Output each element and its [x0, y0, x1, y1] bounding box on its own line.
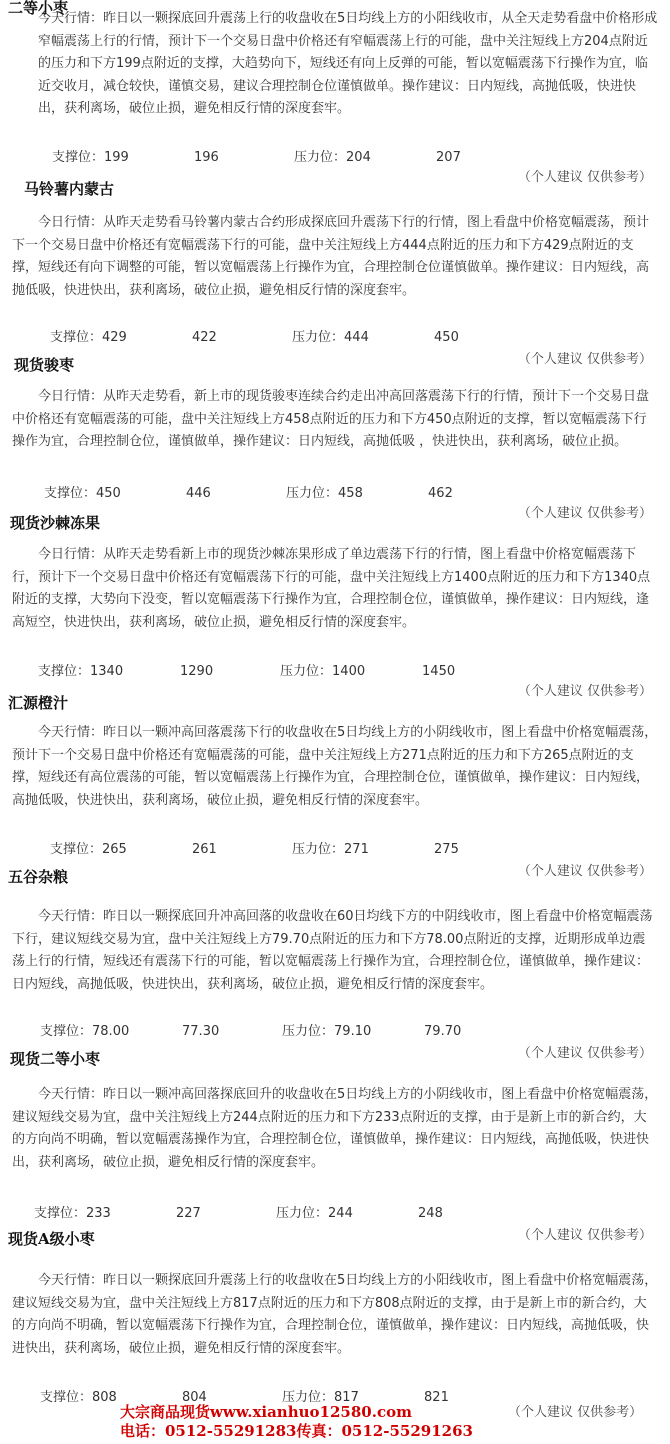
disclaimer-note: （个人建议 仅供参考）	[517, 1046, 652, 1061]
pressure-value-1: 1400	[332, 664, 366, 679]
footer-website: 大宗商品现货www.xianhuo12580.com	[120, 1403, 412, 1421]
price-levels	[44, 482, 453, 501]
price-levels	[38, 660, 455, 679]
support-label: 支撑位：	[44, 486, 97, 501]
support-value-1: 808	[92, 1390, 117, 1405]
market-commentary: 今日行情：从昨天走势看，新上市的现货骏枣连续合约走出冲高回落震荡下行的行情，预计下一个交易日盘中价格还有宽幅震荡的可能，盘中关注短线上方458点附近的压力和下方450点附近的支撑，暂以宽幅震荡下行操作为宜，合理控制仓位，谨慎做单，操作建议：日内短线，高抛低吸 ，快进快出，获利离场，破位止损。	[12, 389, 650, 449]
section-title: 五谷杂粮	[8, 868, 69, 886]
market-commentary: 今日行情：从昨天走势看新上市的现货沙棘冻果形成了单边震荡下行的行情，图上看盘中价格宽幅震荡下行，预计下一个交易日盘中价格还有宽幅震荡下行的可能，盘中关注短线上方1400点附近的压力和下方1340点附近的支撑，大势向下没变，暂以宽幅震荡下行操作为宜，合理控制仓位，谨慎做单，操作建议：日内短线，逢高短空，快进快出，获利离场，破位止损，避免相反行情的深度套牢。	[12, 547, 651, 630]
contact-footer	[120, 1403, 643, 1441]
support-label: 支撑位：	[50, 330, 103, 345]
support-value-1: 429	[102, 330, 127, 345]
disclaimer-note: （个人建议 仅供参考）	[517, 1228, 652, 1243]
pressure-value-2: 462	[428, 486, 453, 501]
section-title: 现货骏枣	[14, 356, 75, 374]
pressure-value-1: 817	[334, 1390, 359, 1405]
pressure-label: 压力位：	[292, 842, 345, 857]
support-value-1: 1340	[90, 664, 124, 679]
support-value-1: 233	[86, 1206, 111, 1221]
support-label: 支撑位：	[40, 1390, 93, 1405]
price-levels	[50, 326, 459, 345]
pressure-label: 压力位：	[292, 330, 345, 345]
support-label: 支撑位：	[50, 842, 103, 857]
market-commentary: 今天行情：昨日以一颗探底回升震荡上行的收盘收在5日均线上方的小阳线收市，从全天走势看盘中价格形成窄幅震荡上行的行情，预计下一个交易日盘中价格还有窄幅震荡上行的可能，盘中关注短线上方204点附近的压力和下方199点附近的支撑，大趋势向下，短线还有向上反弹的可能，暂以宽幅震荡下行操作为宜，临近交收月，减仓较快，谨慎交易，建议合理控制仓位谨慎做单。操作建议：日内短线，高抛低吸，快进快出，获利离场，破位止损，避免相反行情的深度套牢。	[38, 11, 658, 116]
support-value-2: 77.30	[182, 1024, 220, 1039]
pressure-value-1: 458	[338, 486, 363, 501]
price-levels	[34, 1202, 443, 1221]
disclaimer-note: （个人建议 仅供参考）	[517, 684, 652, 699]
support-value-1: 78.00	[92, 1024, 130, 1039]
price-levels	[50, 838, 459, 857]
pressure-value-2: 248	[418, 1206, 443, 1221]
support-label: 支撑位：	[40, 1024, 93, 1039]
support-value-2: 227	[176, 1206, 201, 1221]
support-label: 支撑位：	[52, 150, 105, 165]
footer-phone-fax: 电话：0512-55291283传真：0512-55291263	[120, 1422, 473, 1440]
pressure-value-1: 79.10	[334, 1024, 372, 1039]
support-value-1: 450	[96, 486, 121, 501]
disclaimer-note: （个人建议 仅供参考）	[517, 352, 652, 367]
pressure-value-1: 271	[344, 842, 369, 857]
section-title: 汇源橙汁	[8, 694, 69, 712]
pressure-value-2: 207	[436, 150, 461, 165]
pressure-value-1: 204	[346, 150, 371, 165]
support-value-1: 199	[104, 150, 129, 165]
disclaimer-note: （个人建议 仅供参考）	[517, 506, 652, 521]
section-title: 现货沙棘冻果	[10, 514, 101, 532]
pressure-value-1: 444	[344, 330, 369, 345]
price-levels	[40, 1020, 461, 1039]
pressure-value-1: 244	[328, 1206, 353, 1221]
support-value-2: 196	[194, 150, 219, 165]
pressure-value-2: 821	[424, 1390, 449, 1405]
pressure-label: 压力位：	[282, 1390, 335, 1405]
support-value-2: 1290	[180, 664, 214, 679]
section-title: 现货A级小枣	[8, 1230, 95, 1248]
disclaimer-note: （个人建议 仅供参考）	[508, 1405, 643, 1420]
section-title: 现货二等小枣	[10, 1050, 101, 1068]
pressure-value-2: 79.70	[424, 1024, 462, 1039]
pressure-value-2: 1450	[422, 664, 456, 679]
pressure-label: 压力位：	[280, 664, 333, 679]
section-title: 马铃薯内蒙古	[24, 180, 115, 198]
section-title: 二等小枣	[8, 0, 69, 17]
support-label: 支撑位：	[34, 1206, 87, 1221]
market-commentary: 今日行情：从昨天走势看马铃薯内蒙古合约形成探底回升震荡下行的行情，图上看盘中价格宽幅震荡，预计下一个交易日盘中价格还有宽幅震荡下行的可能，盘中关注短线上方444点附近的压力和下方429点附近的支撑，短线还有向下调整的可能，暂以宽幅震荡上行操作为宜，合理控制仓位谨慎做单。操作建议：日内短线，高抛低吸，快进快出，获利离场，破位止损，避免相反行情的深度套牢。	[12, 215, 650, 298]
support-value-1: 265	[102, 842, 127, 857]
price-levels	[52, 146, 461, 165]
market-commentary: 今天行情：昨日以一颗探底回升冲高回落的收盘收在60日均线下方的中阴线收市，图上看盘中价格宽幅震荡下行，建议短线交易为宜，盘中关注短线上方79.70点附近的压力和下方78.00点附近的支撑，近期形成单边震荡上行的行情，短线还有震荡下行的可能，暂以宽幅震荡上行操作为宜，合理控制仓位，谨慎做单，操作建议：日内短线，高抛低吸，快进快出，获利离场，破位止损，避免相反行情的深度套牢。	[12, 909, 653, 992]
support-value-2: 261	[192, 842, 217, 857]
support-label: 支撑位：	[38, 664, 91, 679]
pressure-label: 压力位：	[286, 486, 339, 501]
pressure-label: 压力位：	[294, 150, 347, 165]
market-commentary: 今天行情：昨日以一颗冲高回落震荡下行的收盘收在5日均线上方的小阴线收市，图上看盘中价格宽幅震荡，预计下一个交易日盘中价格还有宽幅震荡的可能，盘中关注短线上方271点附近的压力和下方265点附近的支撑，短线还有高位震荡的可能，暂以宽幅震荡上行操作为宜，合理控制仓位，谨慎做单，操作建议：日内短线，高抛低吸，快进快出，获利离场，破位止损，避免相反行情的深度套牢。	[12, 725, 658, 808]
pressure-value-2: 450	[434, 330, 459, 345]
pressure-value-2: 275	[434, 842, 459, 857]
market-commentary: 今天行情：昨日以一颗探底回升震荡上行的收盘收在5日均线上方的小阳线收市，图上看盘中价格宽幅震荡，建议短线交易为宜，盘中关注短线上方817点附近的压力和下方808点附近的支撑，由于是新上市的新合约，大的方向尚不明确，暂以宽幅震荡下行操作为宜，合理控制仓位，谨慎做单，操作建议：日内短线，高抛低吸，快进快出，获利离场，破位止损，避免相反行情的深度套牢。	[12, 1273, 658, 1356]
pressure-label: 压力位：	[276, 1206, 329, 1221]
support-value-2: 804	[182, 1390, 207, 1405]
pressure-label: 压力位：	[282, 1024, 335, 1039]
support-value-2: 446	[186, 486, 211, 501]
disclaimer-note: （个人建议 仅供参考）	[517, 864, 652, 879]
market-commentary: 今天行情：昨日以一颗冲高回落探底回升的收盘收在5日均线上方的小阴线收市，图上看盘中价格宽幅震荡，建议短线交易为宜，盘中关注短线上方244点附近的压力和下方233点附近的支撑，由于是新上市的新合约，大的方向尚不明确，暂以宽幅震荡操作为宜，合理控制仓位，谨慎做单，操作建议：日内短线，高抛低吸，快进快出，获利离场，破位止损，避免相反行情的深度套牢。	[12, 1087, 658, 1170]
support-value-2: 422	[192, 330, 217, 345]
disclaimer-note: （个人建议 仅供参考）	[517, 170, 652, 185]
